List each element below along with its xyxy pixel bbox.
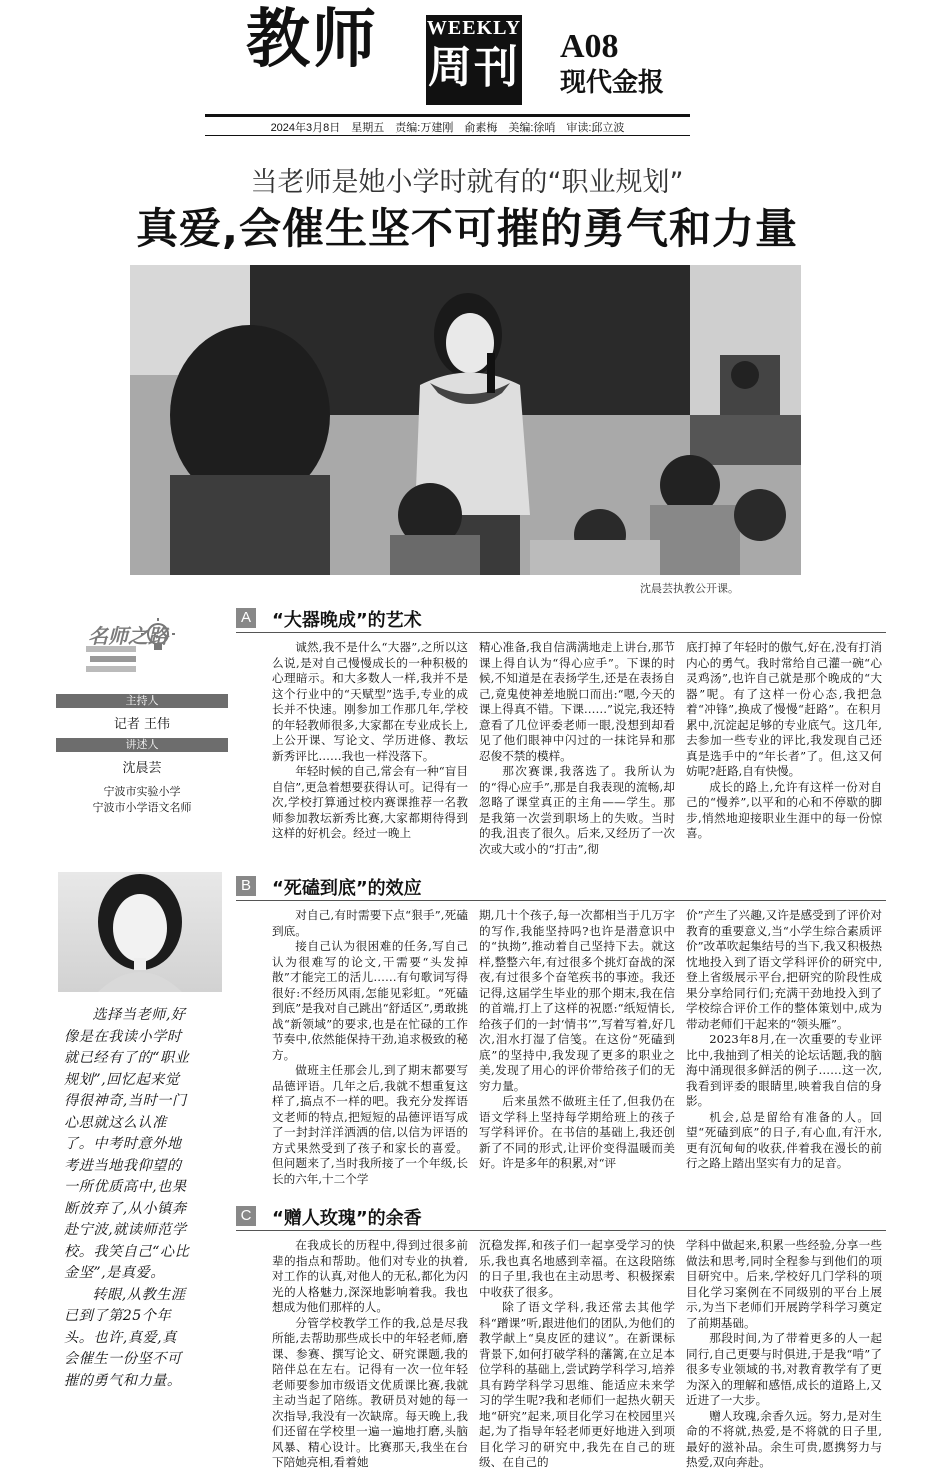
pull-quote-paragraph: 选择当老师,好像是在我读小学时就已经有了的“职业规划”,回忆起来觉得很神奇,当时一门心思就这么认准了。中考时意外地考进当地我仰望的一所优质高中,也果断放弃了,从小镇奔赴宁波,就读师范学校。我笑自己“心比金坚”,是真爱。 <box>64 1007 190 1281</box>
section-b-column-1 <box>272 908 468 1187</box>
portrait-illustration <box>58 872 222 992</box>
weekly-logo <box>426 15 522 105</box>
weekly-cn-label: 周刊 <box>428 42 520 93</box>
photo-caption: 沈晨芸执教公开课。 <box>640 582 739 595</box>
section-b-column-3 <box>686 908 882 1172</box>
section-b-column-2 <box>479 908 675 1172</box>
paragraph: 分管学校教学工作的我,总是尽我所能,去帮助那些成长中的年轻老师,磨课、参赛、撰写论文、研究课题,我的陪伴总在左右。记得有一次一位年轻老师要参加市级语文优质课比赛,我就主动当起了陪练。教研员对她的每一次指导,我没有一次缺席。每天晚上,我们还留在学校里一遍一遍地打磨,头脑风暴、精心设计。比赛那天,我坐在台下陪她亮相,看着她 <box>272 1315 468 1469</box>
paragraph: 学科中做起来,积累一些经验,分享一些做法和思考,同时全程参与到他们的项目研究中。后来,学校好几门学科的项目化学习案例在不同级别的平台上展示,为当下老师们开展跨学科学习奠定了前期基础。 <box>686 1238 882 1330</box>
speaker-title: 宁波市小学语文名师 <box>92 801 192 814</box>
speaker-school: 宁波市实验小学 <box>103 785 181 798</box>
paragraph: 价”产生了兴趣,又许是感受到了评价对教育的重要意义,当“小学生综合素质评价”改革吹起集结号的当下,我又积极热忱地投入到了语文学科评价的研究中,登上省级展示平台,把研究的阶段性成果分享给同行们;充满干劲地投入到了学校综合评价工作的整体策划中,成为带动老师们干起来的“领头雁”。 <box>686 908 882 1031</box>
byline: 2024年3月8日 星期五 责编:万建刚 俞素梅 美编:徐哨 审读:邱立波 <box>270 122 625 134</box>
column-logo <box>82 616 178 684</box>
section-c-rule <box>236 1230 886 1231</box>
column-logo-text: 名师之路 <box>88 624 168 648</box>
paragraph: 机会,总是留给有准备的人。回望“死磕到底”的日子,有心血,有汗水,更有沉甸甸的收获,伴着我在漫长的前行之路上踏出坚实有力的足音。 <box>686 1109 882 1170</box>
section-c-marker: C <box>236 1206 256 1226</box>
pull-quote <box>64 1005 190 1392</box>
paragraph: 沉稳发挥,和孩子们一起享受学习的快乐,我也真名地感到幸福。在这段陪练的日子里,我也在主动思考、积极探索中收获了很多。 <box>479 1238 675 1299</box>
paragraph: 期,几十个孩子,每一次都相当于几万字的写作,我能坚持吗?也许是潜意识中的“执拗”,推动着自己坚持下去。就这样,整整六年,有过很多个挑灯奋战的深夜,有过很多个奋笔疾书的事迹。我还记得,这届学生毕业的那个期末,我在信的首端,打上了这样的祝愿:“纸短情长,给孩子们的一封‘情书’”,写着写着,好几次,泪水打湿了信笺。在这份“死磕到底”的坚持中,我发现了更多的职业之美,发现了用心的评价带给孩子们的无穷力量。 <box>479 908 675 1093</box>
section-c-column-2 <box>479 1238 675 1471</box>
paragraph: 除了语文学科,我还常去其他学科“蹭课”听,跟进他们的团队,为他们的教学献上“臭皮匠的建议”。在新课标背景下,如何打破学科的藩篱,在立足本位学科的基础上,尝试跨学科学习,培养具有跨学科学习思维、能适应未来学习的学生呢?我和老师们一起热火朝天地“研究”起来,项目化学习在校园里兴起,为了指导年轻老师更好地进入到项目化学习的研究中,我先在自己的班级、在自己的 <box>479 1300 675 1469</box>
paragraph: 诚然,我不是什么“大器”,之所以这么说,是对自己慢慢成长的一种积极的心理暗示。和大多数人一样,我并不是这个行业中的“天赋型”选手,专业的成长并不快速。刚参加工作那几年,学校的年轻教师很多,大家都在专业成长上,上公开课、写论文、学历进修、教坛新秀评比……我也一样没落下。 <box>272 640 468 763</box>
paragraph: 后来虽然不做班主任了,但我仍在语文学科上坚持每学期给班上的孩子写学科评价。在书信的基础上,我还创新了不同的形式,让评价变得温暖而美好。许是多年的积累,对“评 <box>479 1094 675 1170</box>
paragraph: 赠人玫瑰,余香久远。努力,是对生命的不将就,热爱,是不将就的日子里,最好的滋补品。余生可贵,愿携努力与热爱,双向奔赴。 <box>686 1408 882 1469</box>
host-name: 记者 王伟 <box>113 717 171 732</box>
paragraph: 做班主任那会儿,到了期末都要写品德评语。几年之后,我就不想重复这样了,搞点不一样的吧。我充分发挥语文老师的特点,把短短的品德评语写成了一封封洋洋洒洒的信,以信为评语的方式果然受到了孩子和家长的喜爱。但问题来了,当时我所接了一个年级,长长的六年,十二个学 <box>272 1063 468 1186</box>
weekly-en-label: WEEKLY <box>426 17 522 39</box>
section-a-column-3 <box>686 640 882 842</box>
speaker-portrait <box>58 872 222 992</box>
section-a-marker: A <box>236 608 256 628</box>
section-a-rule <box>236 632 886 633</box>
host-label: 主持人 <box>56 694 228 708</box>
speaker-name: 沈晨芸 <box>122 761 162 776</box>
section-c-title: “赠人玫瑰”的余香 <box>272 1208 422 1229</box>
paragraph: 对自己,有时需要下点“狠手”,死磕到底。 <box>272 908 468 938</box>
paragraph: 那段时间,为了带着更多的人一起同行,自己更要与时俱进,于是我“啃”了很多专业领域的书,对教育教学有了更为深入的理解和感悟,成长的道路上,又近进了一大步。 <box>686 1331 882 1407</box>
section-c-column-1 <box>272 1238 468 1471</box>
article-headline: 真爱,会催生坚不可摧的勇气和力量 <box>136 204 798 253</box>
masthead-rule <box>205 114 690 117</box>
section-b-title: “死磕到底”的效应 <box>272 878 422 899</box>
byline-rule <box>205 135 690 136</box>
paragraph: 在我成长的历程中,得到过很多前辈的指点和帮助。他们对专业的执着,对工作的认真,对他人的无私,都化为闪光的人格魅力,深深地影响着我。我也想成为他们那样的人。 <box>272 1238 468 1314</box>
paragraph: 底打掉了年轻时的傲气,好在,没有打消内心的勇气。我时常给自己灌一碗“心灵鸡汤”,也许自己就是那个晚成的“大器”呢。有了这样一份心态,我把急着“冲锋”,换成了慢慢“赶路”。在积月累中,沉淀起足够的专业底气。这几年,去参加一些专业的评比,我发现自己还真是选手中的“年长者”了。但,这又何妨呢?赶路,自有快慢。 <box>686 640 882 778</box>
speaker-label: 讲述人 <box>56 738 228 752</box>
paragraph: 精心准备,我自信满满地走上讲台,那节课上得自认为“得心应手”。下课的时候,不知道是在表扬学生,还是在表扬自己,竟鬼使神差地脱口而出:“嗯,今天的课上得真不错。下课……”说完,我还特意看了几位评委老师一眼,没想到却看见了他们眼神中闪过的一抹诧异和那忍俊不禁的模样。 <box>479 640 675 763</box>
paragraph: 2023年8月,在一次重要的专业评比中,我抽到了相关的论坛话题,我的脑海中涌现很多鲜活的例子……这一次,我看到评委的眼睛里,映着我自信的身影。 <box>686 1032 882 1108</box>
section-b-rule <box>236 900 886 901</box>
classroom-photo-illustration <box>130 265 801 575</box>
section-a-column-2 <box>479 640 675 857</box>
newspaper-name: 现代金报 <box>560 68 665 98</box>
article-subtitle: 当老师是她小学时就有的“职业规划” <box>250 167 684 198</box>
paragraph: 成长的路上,允许有这样一份对自己的“慢养”,以平和的心和不停歇的脚步,悄然地迎接职业生涯中的每一份惊喜。 <box>686 779 882 840</box>
masthead-title: 教师 <box>246 2 378 77</box>
section-a-column-1 <box>272 640 468 842</box>
paragraph: 那次赛课,我落选了。我所认为的“得心应手”,那是自我表现的流畅,却忽略了课堂真正的主角——学生。那是我第一次尝到职场上的失败。当时的我,沮丧了很久。后来,又经历了一次次或大或小的“打击”,彻 <box>479 764 675 856</box>
section-c-column-3 <box>686 1238 882 1471</box>
pull-quote-paragraph: 转眼,从教生涯已到了第25个年头。也许,真爱,真会催生一份坚不可摧的勇气和力量。 <box>64 1286 186 1389</box>
paragraph: 年轻时候的自己,常会有一种“盲目自信”,更急着想要获得认可。记得有一次,学校打算通过校内赛课推荐一名教师参加教坛新秀比赛,大家都期待得到这样的好机会。经过一晚上 <box>272 764 468 840</box>
section-a-title: “大器晚成”的艺术 <box>272 610 422 631</box>
paragraph: 接自己认为很困难的任务,写自己认为很难写的论文,干需要“头发掉散”才能完工的活儿……有句歌词写得很好:不经历风雨,怎能见彩虹。“死磕到底”是我对自己跳出“舒适区”,勇敢挑战“新领域”的要求,也是在忙碌的工作节奏中,依然能保持干劲,追求极致的秘方。 <box>272 939 468 1062</box>
section-b-marker: B <box>236 876 256 896</box>
classroom-photo <box>130 265 801 575</box>
page-number: A08 <box>560 28 619 65</box>
